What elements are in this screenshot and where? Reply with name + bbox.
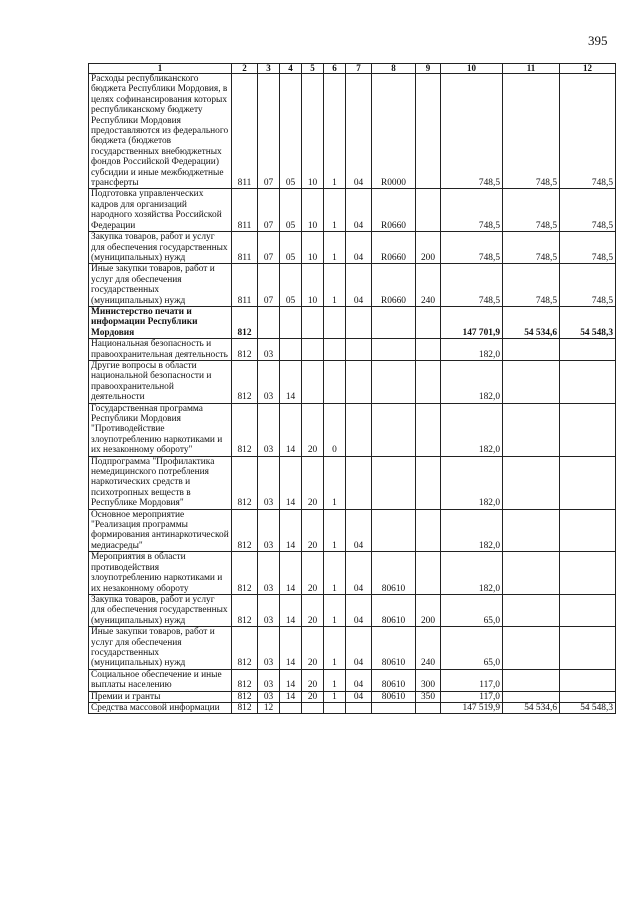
subprogram: 1 xyxy=(324,594,346,626)
direction-code xyxy=(372,456,416,509)
program: 20 xyxy=(302,594,324,626)
expense-type xyxy=(416,74,441,189)
program: 10 xyxy=(302,264,324,307)
subprogram xyxy=(324,702,346,713)
main-event: 04 xyxy=(346,669,372,691)
main-event: 04 xyxy=(346,552,372,595)
expense-type xyxy=(416,456,441,509)
row-name: Иные закупки товаров, работ и услуг для обеспечения государственных (муниципальных) нужд xyxy=(89,264,232,307)
subprogram: 1 xyxy=(324,456,346,509)
section: 03 xyxy=(258,552,280,595)
section: 03 xyxy=(258,403,280,456)
main-event xyxy=(346,403,372,456)
program: 10 xyxy=(302,74,324,189)
amount-col-12 xyxy=(560,594,616,626)
subsection: 05 xyxy=(280,232,302,264)
amount-col-12: 54 548,3 xyxy=(560,702,616,713)
program xyxy=(302,306,324,338)
amount-col-10: 117,0 xyxy=(441,691,503,702)
expense-type xyxy=(416,552,441,595)
subsection: 05 xyxy=(280,74,302,189)
ministry-code: 812 xyxy=(232,552,258,595)
amount-col-11 xyxy=(503,339,560,361)
ministry-code: 811 xyxy=(232,74,258,189)
amount-col-12 xyxy=(560,403,616,456)
expense-type xyxy=(416,509,441,552)
row-name: Подготовка управленческих кадров для организаций народного хозяйства Российской Федерации xyxy=(89,189,232,232)
ministry-code: 812 xyxy=(232,456,258,509)
expense-type: 350 xyxy=(416,691,441,702)
row-name: Закупка товаров, работ и услуг для обеспечения государственных (муниципальных) нужд xyxy=(89,594,232,626)
expense-type xyxy=(416,360,441,403)
program: 20 xyxy=(302,669,324,691)
amount-col-12: 748,5 xyxy=(560,264,616,307)
subprogram: 1 xyxy=(324,627,346,670)
column-header-1: 1 xyxy=(89,64,232,74)
row-name: Мероприятия в области противодействия злоупотреблению наркотиками и их незаконному обороту xyxy=(89,552,232,595)
program: 20 xyxy=(302,403,324,456)
amount-col-10: 748,5 xyxy=(441,74,503,189)
direction-code xyxy=(372,306,416,338)
main-event xyxy=(346,702,372,713)
amount-col-11 xyxy=(503,509,560,552)
section: 03 xyxy=(258,594,280,626)
row-name: Другие вопросы в области национальной безопасности и правоохранительной деятельности xyxy=(89,360,232,403)
table-row xyxy=(89,456,616,509)
direction-code xyxy=(372,702,416,713)
main-event: 04 xyxy=(346,264,372,307)
amount-col-12 xyxy=(560,552,616,595)
direction-code: 80610 xyxy=(372,691,416,702)
column-header-8: 8 xyxy=(372,64,416,74)
main-event xyxy=(346,306,372,338)
table-row xyxy=(89,594,616,626)
subsection: 14 xyxy=(280,456,302,509)
row-name: Расходы республиканского бюджета Республики Мордовия, в целях софинансирования которых республиканскому бюджету Республики Мордовия предоставляются из федерального бюджета (бюджетов государственных внебюджетных фондов Российской Федерации) субсидии и иные межбюджетные трансферты xyxy=(89,74,232,189)
expense-type xyxy=(416,403,441,456)
amount-col-12 xyxy=(560,456,616,509)
budget-table xyxy=(88,63,616,714)
section: 07 xyxy=(258,232,280,264)
column-header-7: 7 xyxy=(346,64,372,74)
direction-code: R0660 xyxy=(372,264,416,307)
amount-col-10: 748,5 xyxy=(441,189,503,232)
amount-col-11 xyxy=(503,627,560,670)
table-row xyxy=(89,552,616,595)
column-header-4: 4 xyxy=(280,64,302,74)
main-event: 04 xyxy=(346,232,372,264)
row-name: Закупка товаров, работ и услуг для обеспечения государственных (муниципальных) нужд xyxy=(89,232,232,264)
program xyxy=(302,360,324,403)
row-name: Иные закупки товаров, работ и услуг для обеспечения государственных (муниципальных) нужд xyxy=(89,627,232,670)
page-number: 395 xyxy=(588,33,608,48)
main-event: 04 xyxy=(346,189,372,232)
subsection: 05 xyxy=(280,189,302,232)
direction-code: R0000 xyxy=(372,74,416,189)
table-row xyxy=(89,189,616,232)
row-name: Министерство печати и информации Республики Мордовия xyxy=(89,306,232,338)
table-row xyxy=(89,669,616,691)
ministry-code: 811 xyxy=(232,232,258,264)
main-event xyxy=(346,339,372,361)
table-row xyxy=(89,702,616,713)
direction-code xyxy=(372,360,416,403)
amount-col-12 xyxy=(560,691,616,702)
ministry-code: 812 xyxy=(232,360,258,403)
amount-col-10: 182,0 xyxy=(441,339,503,361)
subprogram: 1 xyxy=(324,669,346,691)
main-event: 04 xyxy=(346,627,372,670)
amount-col-10: 65,0 xyxy=(441,627,503,670)
amount-col-10: 748,5 xyxy=(441,264,503,307)
column-header-10: 10 xyxy=(441,64,503,74)
amount-col-10: 182,0 xyxy=(441,552,503,595)
table-row xyxy=(89,74,616,189)
main-event: 04 xyxy=(346,74,372,189)
amount-col-12 xyxy=(560,627,616,670)
subsection xyxy=(280,339,302,361)
section: 07 xyxy=(258,74,280,189)
direction-code xyxy=(372,509,416,552)
subsection: 14 xyxy=(280,669,302,691)
section: 12 xyxy=(258,702,280,713)
amount-col-10: 117,0 xyxy=(441,669,503,691)
program: 20 xyxy=(302,552,324,595)
program: 10 xyxy=(302,232,324,264)
main-event: 04 xyxy=(346,691,372,702)
amount-col-11: 748,5 xyxy=(503,232,560,264)
expense-type: 240 xyxy=(416,264,441,307)
direction-code xyxy=(372,339,416,361)
section: 03 xyxy=(258,360,280,403)
ministry-code: 812 xyxy=(232,702,258,713)
program xyxy=(302,702,324,713)
amount-col-11 xyxy=(503,691,560,702)
subsection: 14 xyxy=(280,552,302,595)
table-row xyxy=(89,264,616,307)
direction-code: R0660 xyxy=(372,189,416,232)
amount-col-10: 147 701,9 xyxy=(441,306,503,338)
amount-col-11 xyxy=(503,456,560,509)
column-header-9: 9 xyxy=(416,64,441,74)
ministry-code: 812 xyxy=(232,594,258,626)
amount-col-10: 748,5 xyxy=(441,232,503,264)
subprogram: 1 xyxy=(324,691,346,702)
main-event xyxy=(346,360,372,403)
subsection: 14 xyxy=(280,403,302,456)
subprogram: 0 xyxy=(324,403,346,456)
column-header-6: 6 xyxy=(324,64,346,74)
table-row xyxy=(89,360,616,403)
table-row xyxy=(89,403,616,456)
subprogram xyxy=(324,339,346,361)
section: 03 xyxy=(258,669,280,691)
amount-col-11: 748,5 xyxy=(503,264,560,307)
amount-col-11 xyxy=(503,669,560,691)
ministry-code: 812 xyxy=(232,669,258,691)
program: 20 xyxy=(302,691,324,702)
subsection xyxy=(280,702,302,713)
ministry-code: 811 xyxy=(232,264,258,307)
table-row xyxy=(89,339,616,361)
main-event: 04 xyxy=(346,509,372,552)
section: 03 xyxy=(258,339,280,361)
direction-code: 80610 xyxy=(372,669,416,691)
table-row xyxy=(89,232,616,264)
direction-code: 80610 xyxy=(372,627,416,670)
row-name: Социальное обеспечение и иные выплаты населению xyxy=(89,669,232,691)
ministry-code: 812 xyxy=(232,306,258,338)
expense-type xyxy=(416,702,441,713)
amount-col-10: 182,0 xyxy=(441,456,503,509)
row-name: Государственная программа Республики Мордовия "Противодействие злоупотреблению наркотиками и их незаконному обороту" xyxy=(89,403,232,456)
expense-type: 200 xyxy=(416,232,441,264)
expense-type: 300 xyxy=(416,669,441,691)
column-header-11: 11 xyxy=(503,64,560,74)
expense-type xyxy=(416,306,441,338)
column-header-3: 3 xyxy=(258,64,280,74)
subsection: 14 xyxy=(280,627,302,670)
column-header-5: 5 xyxy=(302,64,324,74)
section: 07 xyxy=(258,189,280,232)
amount-col-11 xyxy=(503,360,560,403)
table-row xyxy=(89,691,616,702)
section xyxy=(258,306,280,338)
amount-col-11 xyxy=(503,403,560,456)
amount-col-12 xyxy=(560,669,616,691)
amount-col-12 xyxy=(560,509,616,552)
subprogram: 1 xyxy=(324,264,346,307)
expense-type: 200 xyxy=(416,594,441,626)
amount-col-11: 748,5 xyxy=(503,189,560,232)
direction-code: 80610 xyxy=(372,594,416,626)
ministry-code: 812 xyxy=(232,627,258,670)
amount-col-12 xyxy=(560,339,616,361)
section: 03 xyxy=(258,627,280,670)
amount-col-11 xyxy=(503,552,560,595)
program xyxy=(302,339,324,361)
amount-col-10: 147 519,9 xyxy=(441,702,503,713)
ministry-code: 812 xyxy=(232,339,258,361)
table-row xyxy=(89,306,616,338)
subsection: 14 xyxy=(280,509,302,552)
row-name: Средства массовой информации xyxy=(89,702,232,713)
subprogram xyxy=(324,360,346,403)
amount-col-11: 54 534,6 xyxy=(503,702,560,713)
amount-col-10: 182,0 xyxy=(441,403,503,456)
row-name: Премии и гранты xyxy=(89,691,232,702)
subsection: 14 xyxy=(280,360,302,403)
column-header-2: 2 xyxy=(232,64,258,74)
subprogram: 1 xyxy=(324,509,346,552)
section: 03 xyxy=(258,691,280,702)
expense-type: 240 xyxy=(416,627,441,670)
program: 20 xyxy=(302,627,324,670)
expense-type xyxy=(416,339,441,361)
section: 07 xyxy=(258,264,280,307)
amount-col-11: 748,5 xyxy=(503,74,560,189)
amount-col-12: 54 548,3 xyxy=(560,306,616,338)
amount-col-11: 54 534,6 xyxy=(503,306,560,338)
ministry-code: 812 xyxy=(232,403,258,456)
section: 03 xyxy=(258,509,280,552)
subsection xyxy=(280,306,302,338)
subsection: 14 xyxy=(280,691,302,702)
subprogram xyxy=(324,306,346,338)
subprogram: 1 xyxy=(324,189,346,232)
amount-col-12: 748,5 xyxy=(560,232,616,264)
table-row xyxy=(89,627,616,670)
ministry-code: 812 xyxy=(232,691,258,702)
amount-col-10: 182,0 xyxy=(441,509,503,552)
table-header-row xyxy=(89,64,616,74)
amount-col-11 xyxy=(503,594,560,626)
program: 20 xyxy=(302,456,324,509)
amount-col-12: 748,5 xyxy=(560,189,616,232)
table-row xyxy=(89,509,616,552)
column-header-12: 12 xyxy=(560,64,616,74)
subprogram: 1 xyxy=(324,74,346,189)
expense-type xyxy=(416,189,441,232)
direction-code: R0660 xyxy=(372,232,416,264)
amount-col-12: 748,5 xyxy=(560,74,616,189)
subsection: 05 xyxy=(280,264,302,307)
amount-col-10: 65,0 xyxy=(441,594,503,626)
direction-code: 80610 xyxy=(372,552,416,595)
amount-col-12 xyxy=(560,360,616,403)
amount-col-10: 182,0 xyxy=(441,360,503,403)
direction-code xyxy=(372,403,416,456)
program: 20 xyxy=(302,509,324,552)
main-event: 04 xyxy=(346,594,372,626)
subprogram: 1 xyxy=(324,552,346,595)
section: 03 xyxy=(258,456,280,509)
row-name: Национальная безопасность и правоохранительная деятельность xyxy=(89,339,232,361)
row-name: Подпрограмма "Профилактика немедицинского потребления наркотических средств и психотропных веществ в Республике Мордовия" xyxy=(89,456,232,509)
ministry-code: 811 xyxy=(232,189,258,232)
ministry-code: 812 xyxy=(232,509,258,552)
subprogram: 1 xyxy=(324,232,346,264)
subsection: 14 xyxy=(280,594,302,626)
row-name: Основное мероприятие "Реализация программы формирования антинаркотической медиасреды" xyxy=(89,509,232,552)
program: 10 xyxy=(302,189,324,232)
main-event xyxy=(346,456,372,509)
